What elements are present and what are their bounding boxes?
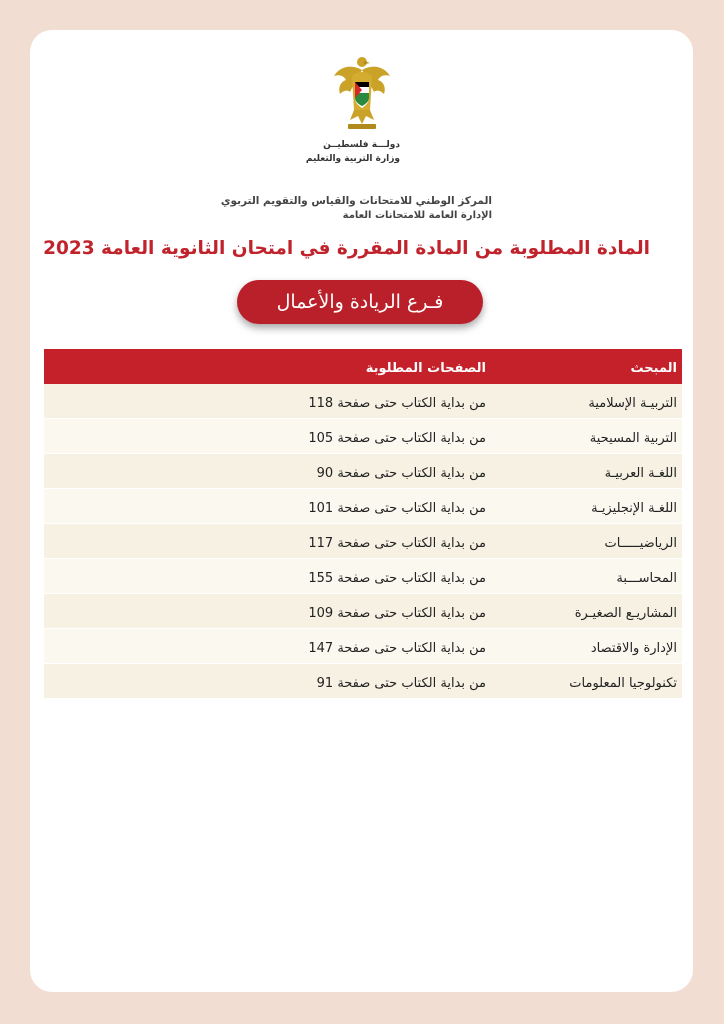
branch-badge: فـرع الريادة والأعمال [237,280,483,324]
table-row [44,454,682,489]
pages-cell: من بداية الكتاب حتى صفحة 147 [308,641,486,656]
table-row [44,594,682,629]
table-row [44,629,682,664]
subjects-table [44,349,682,699]
table-row [44,384,682,419]
pages-cell: من بداية الكتاب حتى صفحة 109 [308,606,486,621]
exam-center-block [180,193,492,223]
column-header-pages: الصفحات المطلوبة [365,361,486,376]
state-name: دولـــة فلسطيــن [323,140,400,150]
table-row [44,559,682,594]
pages-cell: من بداية الكتاب حتى صفحة 90 [316,466,486,481]
table-row [44,524,682,559]
pages-cell: من بداية الكتاب حتى صفحة 105 [308,431,486,446]
subject-cell: اللغـة الإنجليزيـة [591,501,677,516]
pages-cell: من بداية الكتاب حتى صفحة 155 [308,571,486,586]
palestine-eagle-emblem-icon [330,50,394,132]
subject-cell: الرياضيـــــات [604,536,677,551]
subject-cell: التربيـة الإسلامية [588,396,677,411]
pages-cell: من بداية الكتاب حتى صفحة 118 [308,396,486,411]
exam-center-name: المركز الوطني للامتحانات والقياس والتقويم التربوي [220,195,492,207]
pages-cell: من بداية الكتاب حتى صفحة 117 [308,536,486,551]
table-row [44,664,682,699]
pages-cell: من بداية الكتاب حتى صفحة 91 [316,676,486,691]
page-title: المادة المطلوبة من المادة المقررة في امتحان الثانوية العامة 2023 [43,238,650,259]
subject-cell: الإدارة والاقتصاد [590,641,677,656]
table-row [44,489,682,524]
ministry-name: وزارة التربية والتعليم [305,154,400,164]
subject-cell: المحاســـبة [616,571,677,586]
table-row [44,419,682,454]
pages-cell: من بداية الكتاب حتى صفحة 101 [308,501,486,516]
subject-cell: اللغـة العربيـة [604,466,677,481]
subject-cell: التربية المسيحية [589,431,677,446]
exam-directorate-name: الإدارة العامة للامتحانات العامة [342,210,492,221]
ministry-block [250,138,400,166]
table-header [44,349,682,384]
subject-cell: المشاريـع الصغيـرة [574,606,677,621]
column-header-subject: المبحث [630,361,677,376]
subject-cell: تكنولوجيا المعلومات [569,676,677,691]
